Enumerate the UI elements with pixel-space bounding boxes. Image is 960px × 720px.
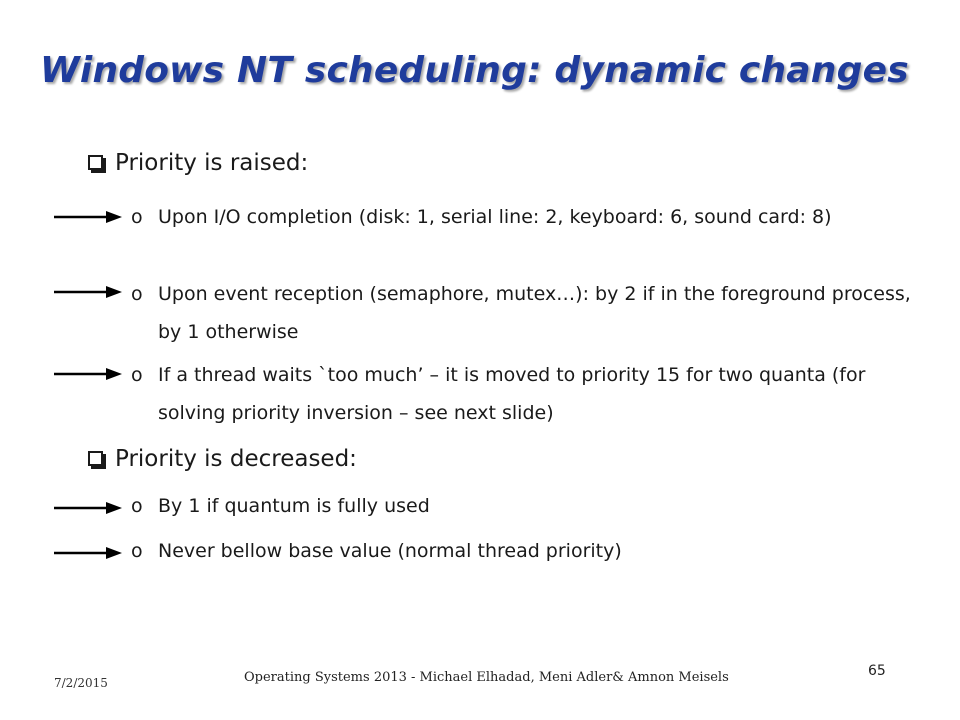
list-item: If a thread waits `too much’ – it is moved to priority 15 for two quanta (for solving priority inversion – see next slide) [158, 364, 866, 424]
footer-date: 7/2/2015 [54, 676, 108, 690]
list-item-marker: o [131, 540, 143, 562]
section-heading-raised [88, 150, 308, 176]
checkbox-square-icon [88, 155, 103, 170]
list-item: Upon event reception (semaphore, mutex…): by 2 if in the foreground process, by 1 otherwise [158, 283, 911, 343]
right-arrow-icon [54, 285, 122, 299]
list-item-marker: o [131, 495, 143, 517]
list-item-marker: o [131, 364, 143, 386]
right-arrow-icon [54, 367, 122, 381]
right-arrow-icon [54, 501, 122, 515]
slide-title: Windows NT scheduling: dynamic changes [40, 50, 909, 91]
section-heading-text: Priority is raised: [115, 150, 309, 176]
right-arrow-icon [54, 546, 122, 560]
section-heading-decreased [88, 446, 357, 472]
right-arrow-icon [54, 210, 122, 224]
list-item: By 1 if quantum is fully used [158, 495, 430, 517]
list-item-marker: o [131, 206, 143, 228]
footer-credit: Operating Systems 2013 - Michael Elhadad, Meni Adler& Amnon Meisels [244, 670, 729, 685]
list-item-marker: o [131, 283, 143, 305]
page-number: 65 [868, 663, 886, 679]
section-heading-text: Priority is decreased: [115, 446, 357, 472]
list-item: Never bellow base value (normal thread priority) [158, 540, 622, 562]
list-item: Upon I/O completion (disk: 1, serial line: 2, keyboard: 6, sound card: 8) [158, 206, 832, 228]
checkbox-square-icon [88, 451, 103, 466]
